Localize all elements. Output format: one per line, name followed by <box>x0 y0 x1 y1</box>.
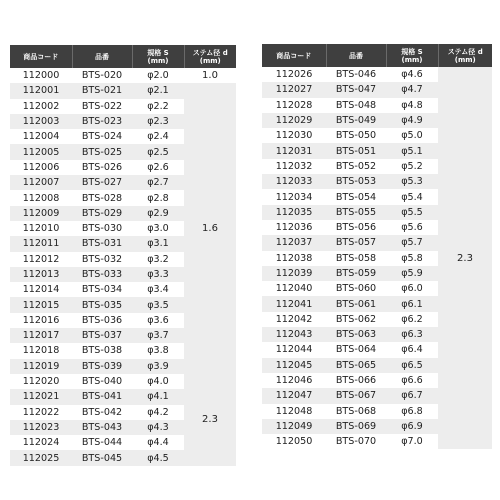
cell-spec: φ3.9 <box>132 359 184 374</box>
cell-spec: φ6.7 <box>386 388 438 403</box>
cell-spec: φ2.5 <box>132 144 184 159</box>
cell-spec: φ4.4 <box>132 435 184 450</box>
cell-part: BTS-025 <box>72 144 132 159</box>
cell-spec: φ3.3 <box>132 267 184 282</box>
header-row <box>262 44 492 67</box>
cell-code: 112043 <box>262 327 326 342</box>
cell-part: BTS-039 <box>72 359 132 374</box>
cell-part: BTS-028 <box>72 190 132 205</box>
cell-code: 112001 <box>10 83 72 98</box>
cell-part: BTS-029 <box>72 206 132 221</box>
cell-part: BTS-045 <box>72 450 132 465</box>
cell-code: 112031 <box>262 143 326 158</box>
header-part: 品番 <box>326 44 386 67</box>
cell-code: 112003 <box>10 114 72 129</box>
cell-part: BTS-054 <box>326 189 386 204</box>
cell-spec: φ3.8 <box>132 343 184 358</box>
cell-code: 112028 <box>262 98 326 113</box>
cell-part: BTS-065 <box>326 358 386 373</box>
cell-part: BTS-021 <box>72 83 132 98</box>
cell-spec: φ3.7 <box>132 328 184 343</box>
cell-stem: 1.0 <box>184 68 236 83</box>
cell-part: BTS-049 <box>326 113 386 128</box>
cell-code: 112005 <box>10 144 72 159</box>
cell-code: 112013 <box>10 267 72 282</box>
cell-part: BTS-052 <box>326 159 386 174</box>
cell-spec: φ7.0 <box>386 434 438 449</box>
cell-code: 112038 <box>262 251 326 266</box>
cell-spec: φ5.1 <box>386 143 438 158</box>
cell-part: BTS-044 <box>72 435 132 450</box>
cell-spec: φ2.7 <box>132 175 184 190</box>
cell-code: 112012 <box>10 252 72 267</box>
cell-code: 112019 <box>10 359 72 374</box>
cell-spec: φ2.9 <box>132 206 184 221</box>
cell-code: 112042 <box>262 312 326 327</box>
table-row <box>10 68 236 83</box>
table-row <box>262 67 492 82</box>
cell-stem: 1.6 <box>184 83 236 374</box>
table-body-right <box>262 67 492 449</box>
cell-code: 112044 <box>262 342 326 357</box>
cell-part: BTS-040 <box>72 374 132 389</box>
cell-code: 112002 <box>10 99 72 114</box>
cell-part: BTS-064 <box>326 342 386 357</box>
cell-part: BTS-058 <box>326 251 386 266</box>
cell-spec: φ3.4 <box>132 282 184 297</box>
cell-code: 112026 <box>262 67 326 82</box>
spec-table-left <box>10 45 236 466</box>
cell-part: BTS-038 <box>72 343 132 358</box>
cell-spec: φ6.4 <box>386 342 438 357</box>
cell-part: BTS-030 <box>72 221 132 236</box>
cell-spec: φ4.8 <box>386 98 438 113</box>
cell-code: 112036 <box>262 220 326 235</box>
cell-code: 112033 <box>262 174 326 189</box>
cell-part: BTS-061 <box>326 296 386 311</box>
cell-part: BTS-068 <box>326 404 386 419</box>
header-code: 商品コード <box>262 44 326 67</box>
cell-part: BTS-035 <box>72 297 132 312</box>
cell-code: 112007 <box>10 175 72 190</box>
cell-spec: φ3.6 <box>132 313 184 328</box>
cell-code: 112020 <box>10 374 72 389</box>
cell-spec: φ6.5 <box>386 358 438 373</box>
cell-spec: φ6.2 <box>386 312 438 327</box>
cell-part: BTS-032 <box>72 252 132 267</box>
cell-spec: φ4.6 <box>386 67 438 82</box>
cell-part: BTS-057 <box>326 235 386 250</box>
cell-code: 112023 <box>10 420 72 435</box>
header-stem: ステム径 d (mm) <box>184 45 236 68</box>
cell-part: BTS-022 <box>72 99 132 114</box>
cell-spec: φ5.8 <box>386 251 438 266</box>
cell-part: BTS-027 <box>72 175 132 190</box>
cell-part: BTS-051 <box>326 143 386 158</box>
cell-code: 112000 <box>10 68 72 83</box>
cell-part: BTS-056 <box>326 220 386 235</box>
cell-code: 112047 <box>262 388 326 403</box>
cell-code: 112008 <box>10 190 72 205</box>
cell-code: 112037 <box>262 235 326 250</box>
cell-spec: φ6.0 <box>386 281 438 296</box>
cell-part: BTS-046 <box>326 67 386 82</box>
cell-part: BTS-063 <box>326 327 386 342</box>
cell-part: BTS-026 <box>72 160 132 175</box>
cell-spec: φ5.4 <box>386 189 438 204</box>
cell-spec: φ2.3 <box>132 114 184 129</box>
cell-code: 112006 <box>10 160 72 175</box>
spec-table-right <box>262 44 492 449</box>
cell-part: BTS-047 <box>326 82 386 97</box>
cell-part: BTS-031 <box>72 236 132 251</box>
cell-part: BTS-041 <box>72 389 132 404</box>
cell-part: BTS-050 <box>326 128 386 143</box>
cell-code: 112014 <box>10 282 72 297</box>
cell-code: 112025 <box>10 450 72 465</box>
cell-spec: φ2.0 <box>132 68 184 83</box>
cell-part: BTS-036 <box>72 313 132 328</box>
cell-spec: φ3.2 <box>132 252 184 267</box>
cell-spec: φ3.0 <box>132 221 184 236</box>
header-spec: 規格 S (mm) <box>132 45 184 68</box>
table-body-left <box>10 68 236 466</box>
cell-part: BTS-042 <box>72 405 132 420</box>
cell-spec: φ6.1 <box>386 296 438 311</box>
header-row <box>10 45 236 68</box>
cell-part: BTS-020 <box>72 68 132 83</box>
cell-code: 112017 <box>10 328 72 343</box>
cell-code: 112041 <box>262 296 326 311</box>
cell-code: 112048 <box>262 404 326 419</box>
cell-code: 112024 <box>10 435 72 450</box>
cell-code: 112022 <box>10 405 72 420</box>
cell-code: 112045 <box>262 358 326 373</box>
cell-spec: φ5.5 <box>386 205 438 220</box>
cell-spec: φ4.1 <box>132 389 184 404</box>
cell-spec: φ4.2 <box>132 405 184 420</box>
cell-code: 112029 <box>262 113 326 128</box>
header-part: 品番 <box>72 45 132 68</box>
cell-part: BTS-060 <box>326 281 386 296</box>
cell-spec: φ6.6 <box>386 373 438 388</box>
cell-code: 112049 <box>262 419 326 434</box>
cell-part: BTS-067 <box>326 388 386 403</box>
cell-spec: φ5.3 <box>386 174 438 189</box>
cell-part: BTS-034 <box>72 282 132 297</box>
cell-part: BTS-055 <box>326 205 386 220</box>
cell-part: BTS-033 <box>72 267 132 282</box>
cell-spec: φ3.1 <box>132 236 184 251</box>
cell-code: 112030 <box>262 128 326 143</box>
cell-spec: φ6.8 <box>386 404 438 419</box>
cell-spec: φ4.3 <box>132 420 184 435</box>
table-row <box>10 83 236 98</box>
cell-spec: φ3.5 <box>132 297 184 312</box>
cell-spec: φ2.2 <box>132 99 184 114</box>
cell-spec: φ4.0 <box>132 374 184 389</box>
cell-code: 112034 <box>262 189 326 204</box>
cell-code: 112039 <box>262 266 326 281</box>
cell-part: BTS-048 <box>326 98 386 113</box>
header-stem: ステム径 d (mm) <box>438 44 492 67</box>
cell-code: 112040 <box>262 281 326 296</box>
cell-part: BTS-062 <box>326 312 386 327</box>
cell-part: BTS-069 <box>326 419 386 434</box>
cell-spec: φ2.4 <box>132 129 184 144</box>
cell-spec: φ5.7 <box>386 235 438 250</box>
cell-spec: φ6.9 <box>386 419 438 434</box>
cell-spec: φ6.3 <box>386 327 438 342</box>
cell-spec: φ5.6 <box>386 220 438 235</box>
cell-spec: φ4.7 <box>386 82 438 97</box>
cell-spec: φ4.5 <box>132 450 184 465</box>
cell-part: BTS-023 <box>72 114 132 129</box>
cell-spec: φ5.0 <box>386 128 438 143</box>
table-row <box>10 374 236 389</box>
cell-code: 112050 <box>262 434 326 449</box>
cell-part: BTS-059 <box>326 266 386 281</box>
cell-spec: φ5.9 <box>386 266 438 281</box>
cell-spec: φ5.2 <box>386 159 438 174</box>
cell-part: BTS-043 <box>72 420 132 435</box>
cell-code: 112035 <box>262 205 326 220</box>
cell-part: BTS-070 <box>326 434 386 449</box>
cell-part: BTS-066 <box>326 373 386 388</box>
cell-part: BTS-024 <box>72 129 132 144</box>
cell-code: 112032 <box>262 159 326 174</box>
cell-code: 112018 <box>10 343 72 358</box>
cell-code: 112016 <box>10 313 72 328</box>
cell-spec: φ2.6 <box>132 160 184 175</box>
cell-stem: 2.3 <box>184 374 236 466</box>
cell-part: BTS-037 <box>72 328 132 343</box>
cell-spec: φ2.8 <box>132 190 184 205</box>
cell-code: 112009 <box>10 206 72 221</box>
cell-code: 112027 <box>262 82 326 97</box>
cell-spec: φ4.9 <box>386 113 438 128</box>
cell-code: 112010 <box>10 221 72 236</box>
header-spec: 規格 S (mm) <box>386 44 438 67</box>
cell-stem: 2.3 <box>438 67 492 449</box>
header-code: 商品コード <box>10 45 72 68</box>
cell-part: BTS-053 <box>326 174 386 189</box>
cell-code: 112046 <box>262 373 326 388</box>
cell-code: 112021 <box>10 389 72 404</box>
cell-code: 112011 <box>10 236 72 251</box>
cell-code: 112004 <box>10 129 72 144</box>
cell-spec: φ2.1 <box>132 83 184 98</box>
cell-code: 112015 <box>10 297 72 312</box>
